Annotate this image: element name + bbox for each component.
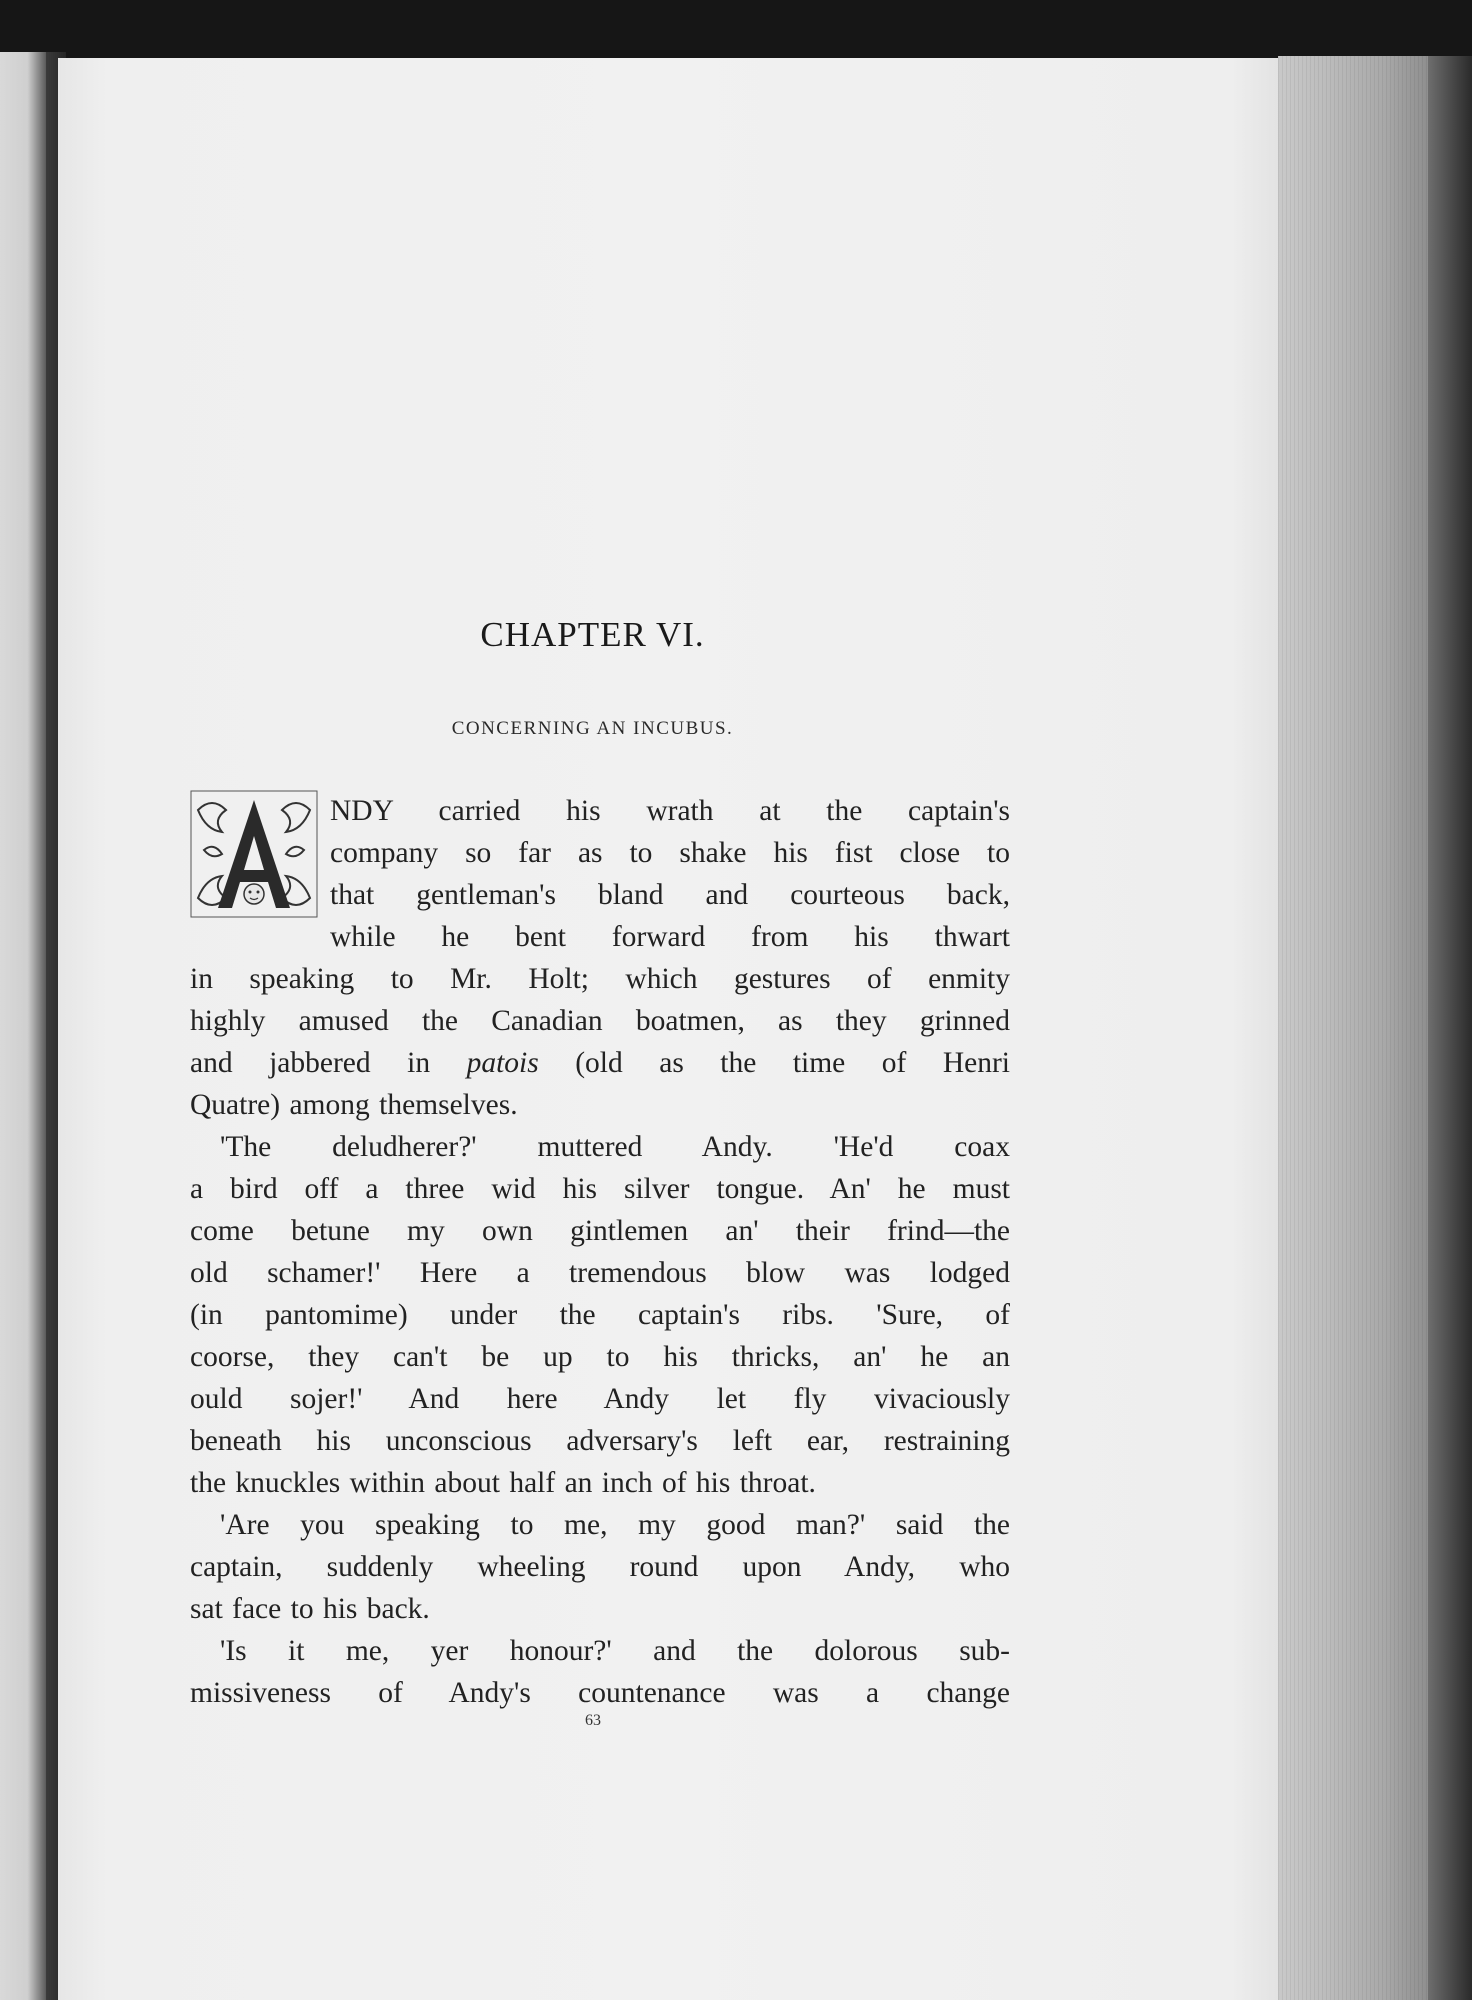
chapter-subtitle: CONCERNING AN INCUBUS.	[451, 718, 734, 739]
text-line: highly amused the Canadian boatmen, as they grinned	[190, 1005, 1010, 1037]
text-line: 'The deludherer?' muttered Andy. 'He'd coax	[220, 1131, 1010, 1163]
text-line: NDY carried his wrath at the captain's	[330, 795, 1010, 827]
text-line: a bird off a three wid his silver tongue. An' he must	[190, 1173, 1010, 1205]
text-line: sat face to his back.	[190, 1593, 430, 1625]
text-line: that gentleman's bland and courteous back,	[330, 879, 1010, 911]
page-number: 63	[585, 1712, 601, 1729]
paragraph-1	[190, 790, 1010, 1126]
text-line: missiveness of Andy's countenance was a change	[190, 1677, 1010, 1709]
text-line: (in pantomime) under the captain's ribs. 'Sure, of	[190, 1299, 1010, 1331]
page-edges	[1278, 56, 1428, 2000]
text-line: 'Are you speaking to me, my good man?' said the	[220, 1509, 1010, 1541]
facing-page-edge	[0, 52, 46, 2000]
text-line: the knuckles within about half an inch of his throat.	[190, 1467, 816, 1499]
text-line: coorse, they can't be up to his thricks, an' he an	[190, 1341, 1010, 1373]
text-line: in speaking to Mr. Holt; which gestures of enmity	[190, 963, 1010, 995]
book-cover-edge	[1428, 56, 1472, 2000]
text-line: come betune my own gintlemen an' their frind—the	[190, 1215, 1010, 1247]
text-line: while he bent forward from his thwart	[330, 921, 1010, 953]
text-line: beneath his unconscious adversary's left ear, restraining	[190, 1425, 1010, 1457]
text-line: captain, suddenly wheeling round upon Andy, who	[190, 1551, 1010, 1583]
text-line: old schamer!' Here a tremendous blow was lodged	[190, 1257, 1010, 1289]
paragraph-2	[190, 1126, 1010, 1504]
paragraph-4	[190, 1630, 1010, 1714]
text-line: 'Is it me, yer honour?' and the dolorous sub-	[220, 1635, 1010, 1667]
text-line: company so far as to shake his fist close to	[330, 837, 1010, 869]
paragraph-3	[190, 1504, 1010, 1630]
chapter-title: CHAPTER VI.	[480, 615, 705, 654]
text-line: ould sojer!' And here Andy let fly vivaciously	[190, 1383, 1010, 1415]
text-line: and jabbered in patois (old as the time of Henri	[190, 1047, 1011, 1079]
text-line: Quatre) among themselves.	[190, 1089, 518, 1121]
